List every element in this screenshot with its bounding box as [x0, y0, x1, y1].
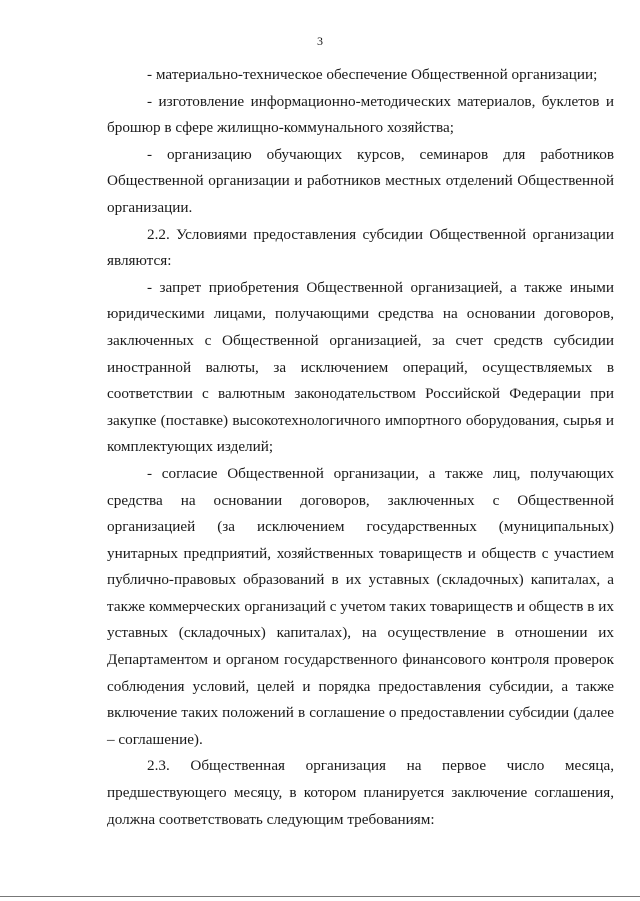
- paragraph-information-materials: - изготовление информационно-методических материалов, буклетов и брошюр в сфере жилищно-коммунального хозяйства;: [107, 92, 614, 137]
- bottom-divider: [0, 896, 640, 897]
- document-body: [107, 62, 614, 833]
- page-number: 3: [317, 34, 323, 48]
- paragraph-clause-2-3: 2.3. Общественная организация на первое число месяца, предшествующего месяцу, в котором планируется заключение соглашения, должна соответствовать следующим требованиям:: [107, 757, 614, 828]
- paragraph-training-courses: - организацию обучающих курсов, семинаров для работников Общественной организации и работников местных отделений Общественной организации.: [107, 145, 614, 216]
- paragraph-material-support: - материально-техническое обеспечение Общественной организации;: [147, 66, 598, 83]
- paragraph-currency-prohibition: - запрет приобретения Общественной организацией, а также иными юридическими лицами, получающими средства на основании договоров, заключенных с Общественной организацией, за счет средств субсидии иностранной валюты, за исключением операций, осуществляемых в соответствии с валютным законодательством Российской Федерации при закупке (поставке) высокотехнологичного импортного оборудования, сырья и комплектующих изделий;: [107, 278, 614, 456]
- paragraph-audit-consent: - согласие Общественной организации, а также лиц, получающих средства на основании договоров, заключенных с Общественной организацией (за исключением государственных (муниципальных) унитарных предприятий, хозяйственных товариществ и обществ с участием публично-правовых образований в их уставных (складочных) капиталах, а также коммерческих организаций с учетом таких товариществ и обществ в их уставных (складочных) капиталах), на осуществление в отношении их Департаментом и органом государственного финансового контроля проверок соблюдения условий, целей и порядка предоставления субсидии, а также включение таких положений в соглашение о предоставлении субсидии (далее – соглашение).: [107, 464, 614, 748]
- paragraph-clause-2-2: 2.2. Условиями предоставления субсидии Общественной организации являются:: [107, 225, 614, 270]
